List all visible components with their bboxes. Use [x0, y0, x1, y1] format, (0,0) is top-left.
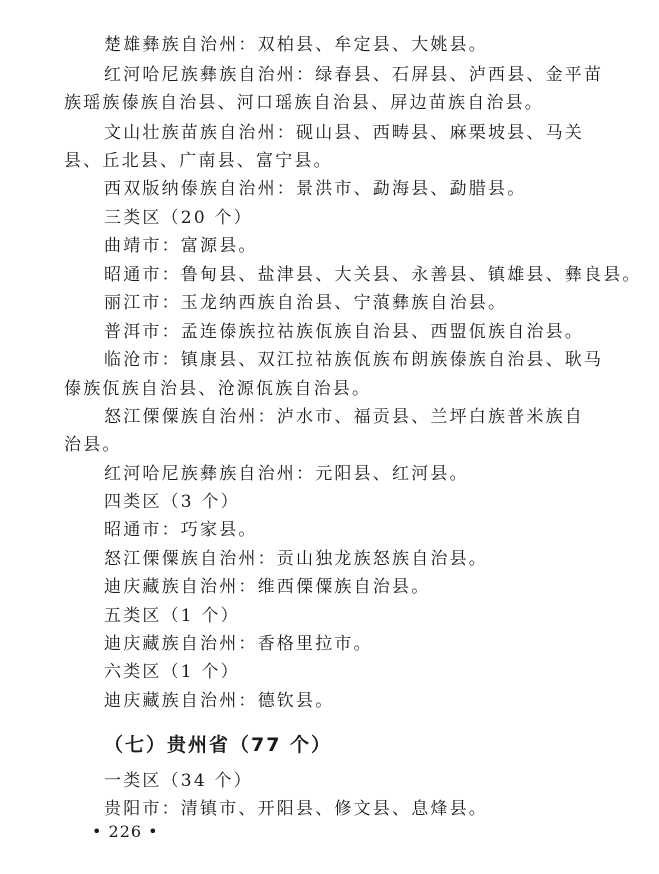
- text-line: 昭通市：鲁甸县、盐津县、大关县、永善县、镇雄县、彝良县。: [104, 265, 642, 285]
- category-heading: 五类区（1 个）: [104, 606, 240, 626]
- text-line: 迪庆藏族自治州：德钦县。: [104, 691, 335, 711]
- text-line: 红河哈尼族彝族自治州：绿春县、石屏县、泸西县、金平苗: [104, 65, 604, 85]
- category-heading: 六类区（1 个）: [104, 662, 240, 682]
- category-heading: 一类区（34 个）: [104, 771, 253, 791]
- category-heading: 四类区（3 个）: [104, 492, 240, 512]
- text-line: 普洱市：孟连傣族拉祜族佤族自治县、西盟佤族自治县。: [104, 322, 584, 342]
- text-line: 临沧市：镇康县、双江拉祜族佤族布朗族傣族自治县、耿马: [104, 350, 604, 370]
- text-line: 昭通市：巧家县。: [104, 520, 258, 540]
- text-line: 楚雄彝族自治州：双柏县、牟定县、大姚县。: [104, 35, 488, 55]
- text-line: 县、丘北县、广南县、富宁县。: [64, 151, 333, 171]
- text-line: 红河哈尼族彝族自治州：元阳县、红河县。: [104, 464, 469, 484]
- text-line: 族瑶族傣族自治县、河口瑶族自治县、屏边苗族自治县。: [64, 93, 544, 113]
- text-line: 怒江傈僳族自治州：泸水市、福贡县、兰坪白族普米族自: [104, 407, 584, 427]
- text-line: 丽江市：玉龙纳西族自治县、宁蒗彝族自治县。: [104, 293, 508, 313]
- text-line: 曲靖市：富源县。: [104, 236, 258, 256]
- text-line: 迪庆藏族自治州：维西傈僳族自治县。: [104, 577, 431, 597]
- text-line: 傣族佤族自治县、沧源佤族自治县。: [64, 379, 372, 399]
- section-heading: （七）贵州省（77 个）: [104, 734, 333, 756]
- text-line: 治县。: [64, 435, 122, 455]
- page-number: • 226 •: [92, 822, 159, 841]
- text-line: 贵阳市：清镇市、开阳县、修文县、息烽县。: [104, 799, 488, 819]
- category-heading: 三类区（20 个）: [104, 208, 253, 228]
- text-line: 迪庆藏族自治州：香格里拉市。: [104, 634, 373, 654]
- text-line: 怒江傈僳族自治州：贡山独龙族怒族自治县。: [104, 549, 488, 569]
- text-line: 文山壮族苗族自治州：砚山县、西畴县、麻栗坡县、马关: [104, 123, 584, 143]
- text-line: 西双版纳傣族自治州：景洪市、勐海县、勐腊县。: [104, 179, 527, 199]
